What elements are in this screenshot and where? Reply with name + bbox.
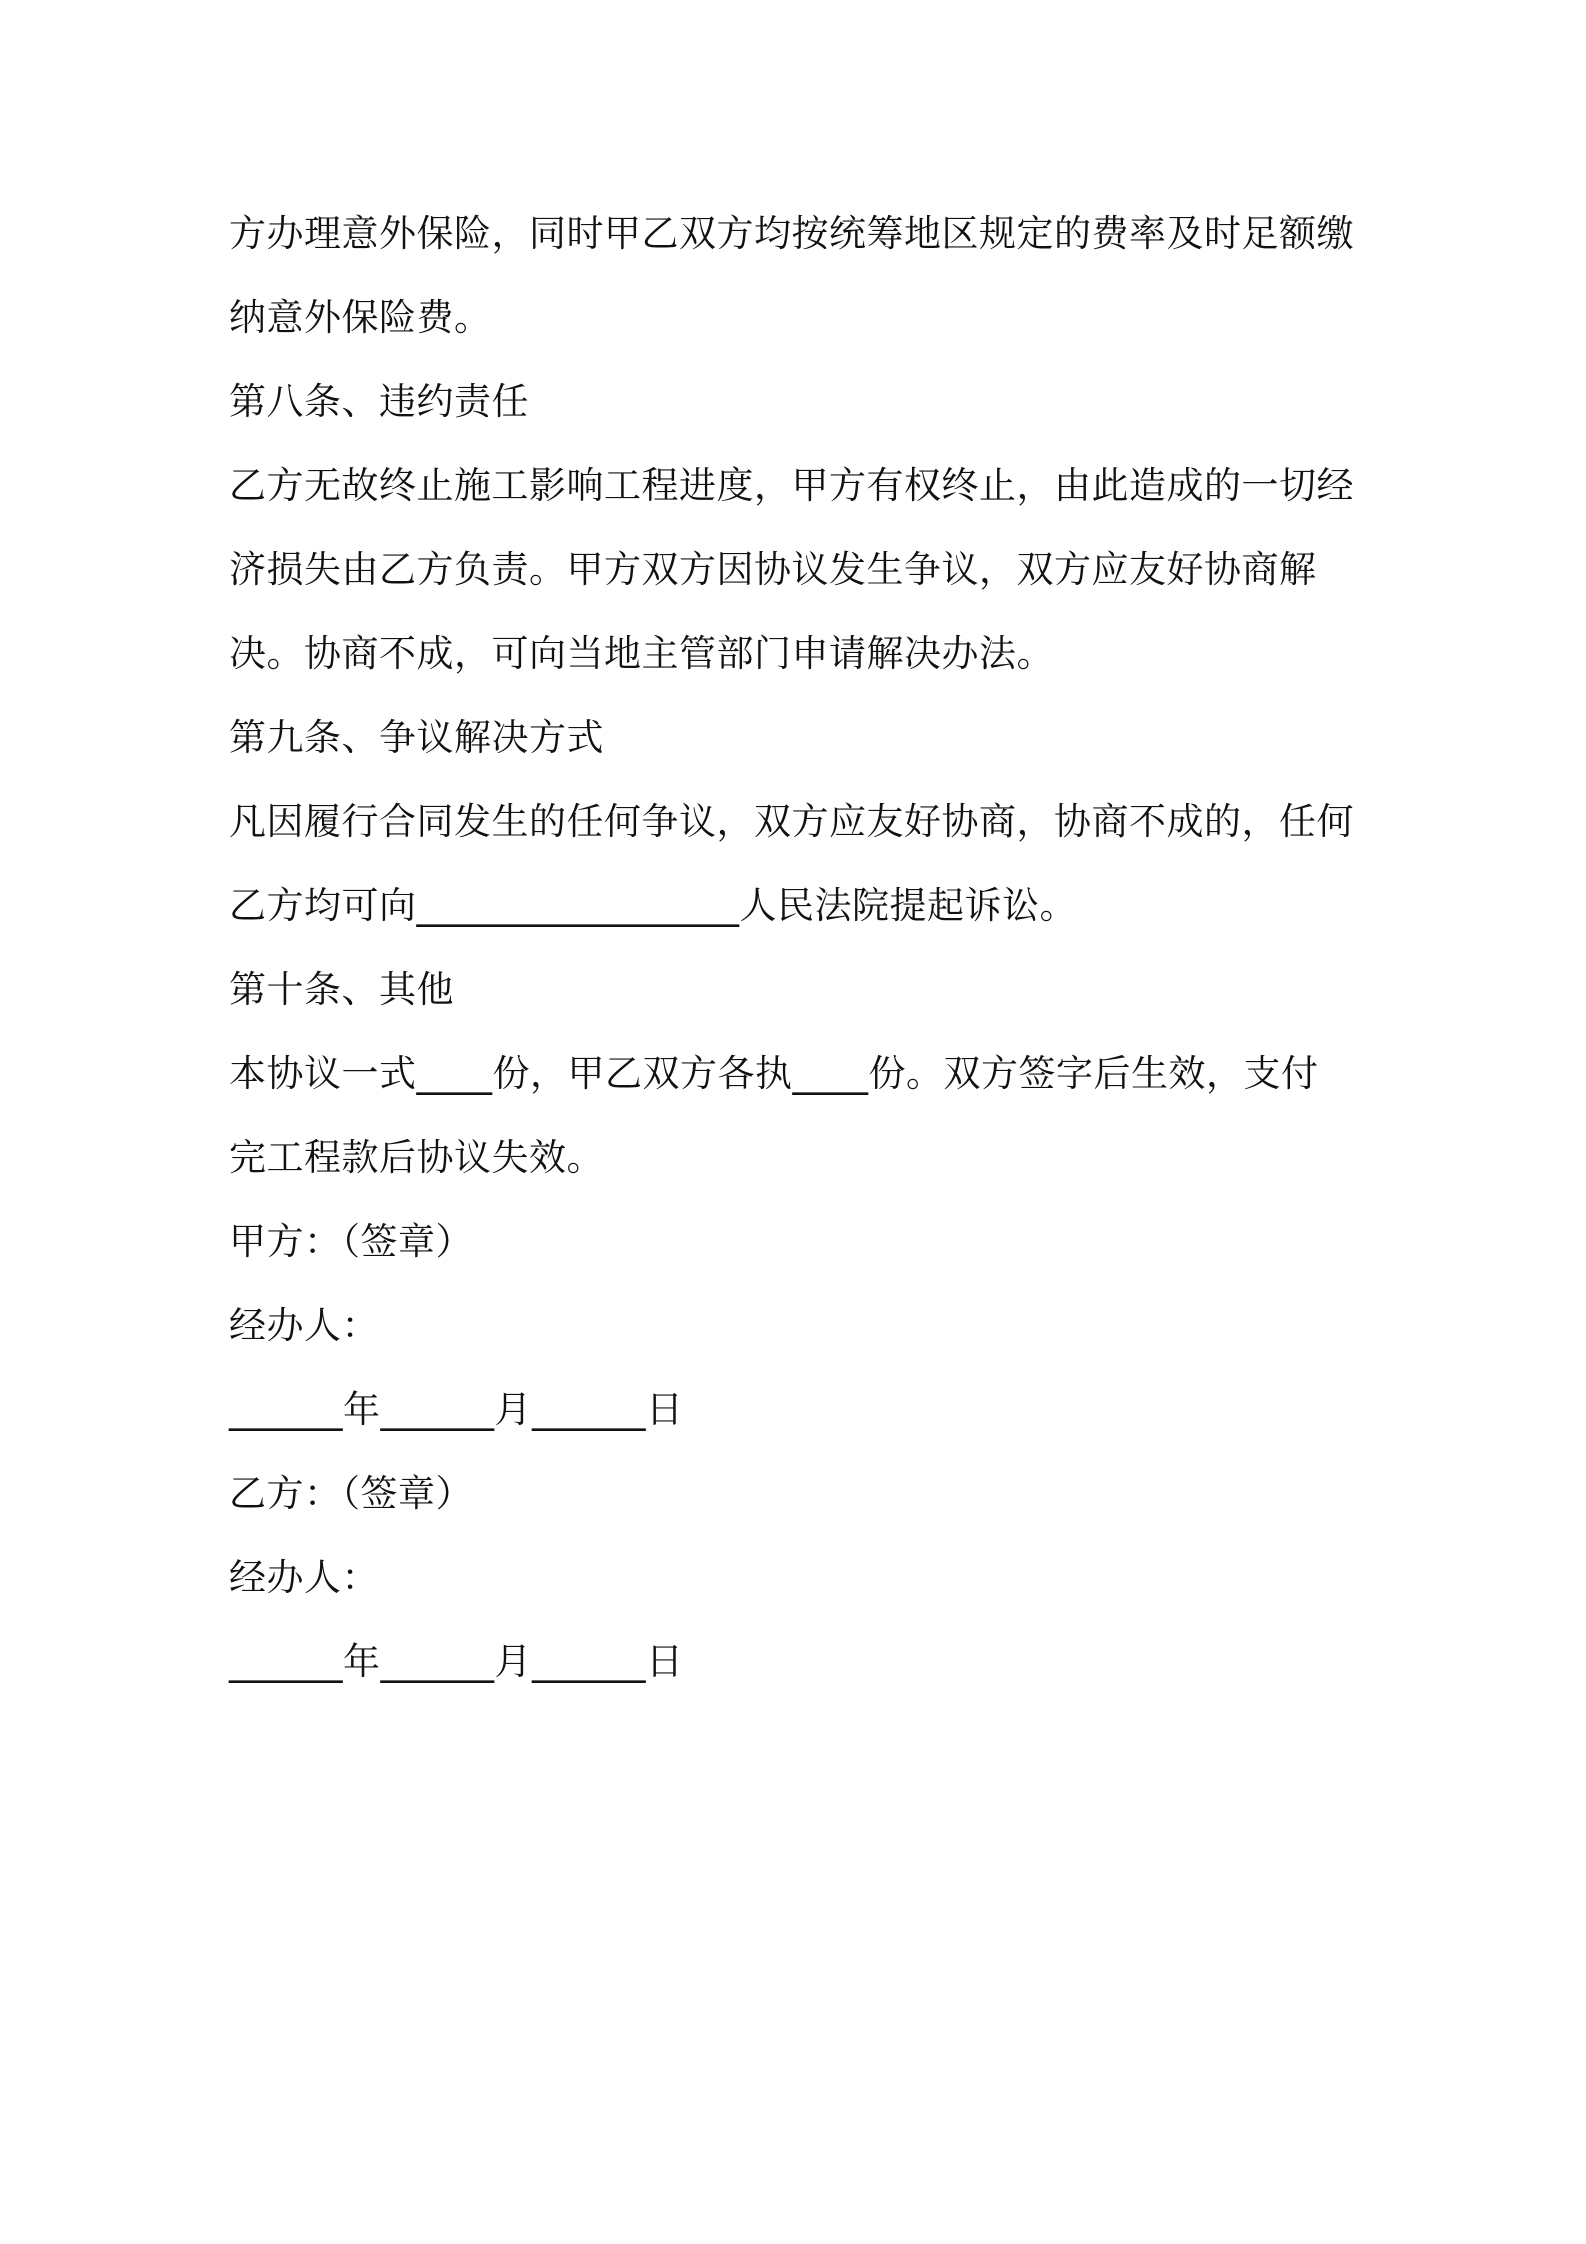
section-heading-article-8: 第八条、违约责任 <box>229 380 529 423</box>
party-b-date-line: ______年______月______日 <box>229 1640 684 1683</box>
party-b-handler-label: 经办人： <box>229 1556 379 1599</box>
paragraph-line: 决。协商不成，可向当地主管部门申请解决办法。 <box>229 632 1054 675</box>
paragraph-line: 济损失由乙方负责。甲方双方因协议发生争议，双方应友好协商解 <box>229 548 1317 591</box>
party-a-handler-label: 经办人： <box>229 1304 379 1347</box>
paragraph-line: 凡因履行合同发生的任何争议，双方应友好协商，协商不成的，任何 <box>229 800 1354 843</box>
paragraph-line: 乙方无故终止施工影响工程进度，甲方有权终止，由此造成的一切经 <box>229 464 1354 507</box>
paragraph-line: 乙方均可向_________________人民法院提起诉讼。 <box>229 884 1077 927</box>
section-heading-article-9: 第九条、争议解决方式 <box>229 716 604 759</box>
paragraph-line: 完工程款后协议失效。 <box>229 1136 604 1179</box>
party-a-date-line: ______年______月______日 <box>229 1388 684 1431</box>
section-heading-article-10: 第十条、其他 <box>229 968 454 1011</box>
paragraph-line: 本协议一式____份，甲乙双方各执____份。双方签字后生效，支付 <box>229 1052 1319 1095</box>
party-b-signature-label: 乙方：（签章） <box>229 1472 473 1515</box>
party-a-signature-label: 甲方：（签章） <box>229 1220 473 1263</box>
paragraph-line: 纳意外保险费。 <box>229 296 492 339</box>
contract-text <box>229 192 1369 1704</box>
paragraph-line: 方办理意外保险，同时甲乙双方均按统筹地区规定的费率及时足额缴 <box>229 212 1354 255</box>
